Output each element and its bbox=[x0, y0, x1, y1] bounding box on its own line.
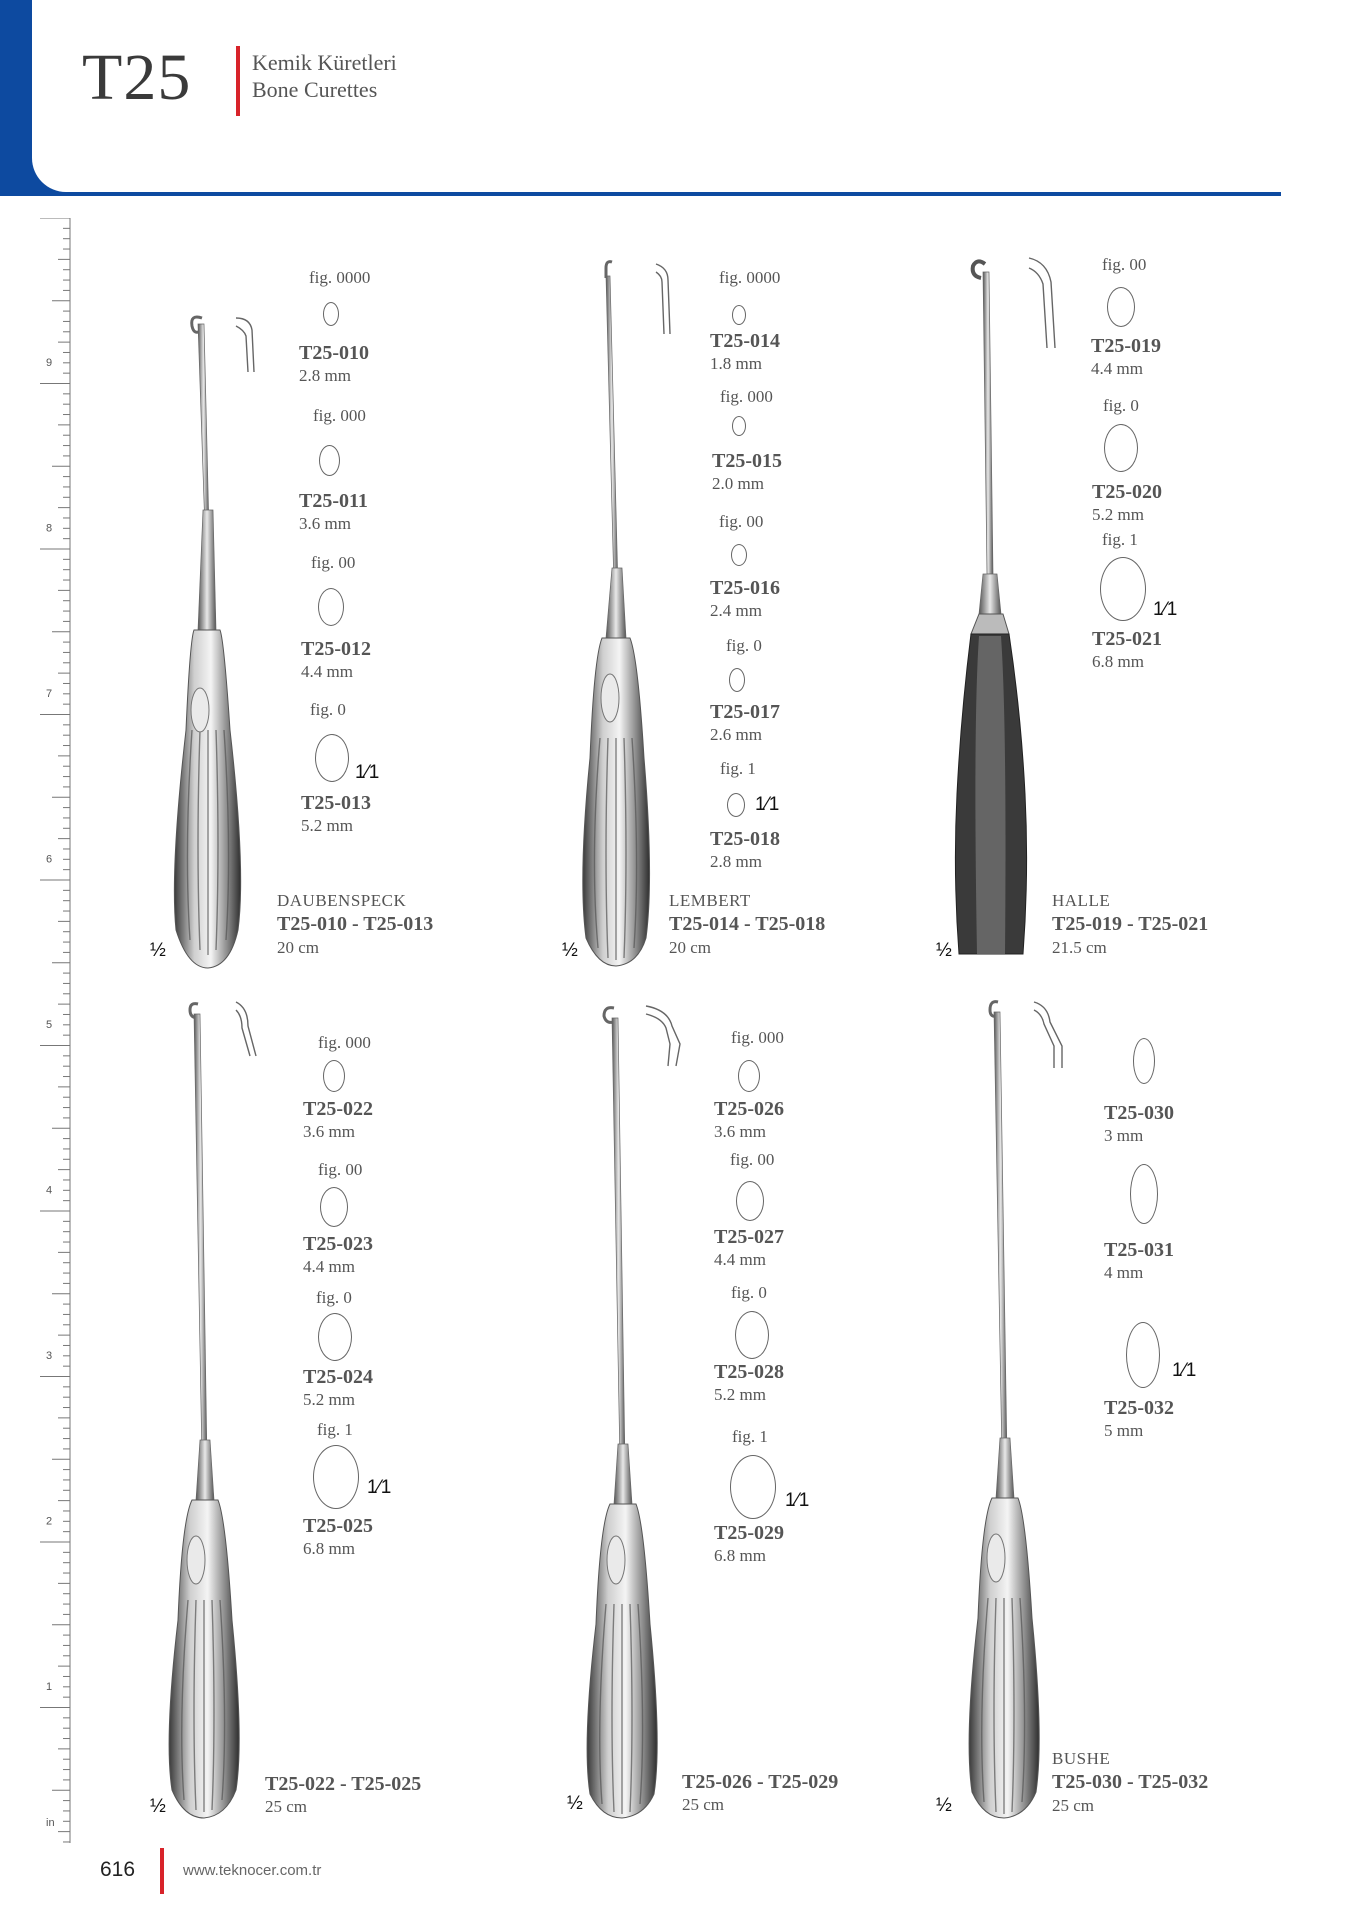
ruler-label: 3 bbox=[46, 1350, 53, 1362]
fig-label: fig. 0 bbox=[310, 700, 346, 719]
ruler-label: 5 bbox=[46, 1019, 53, 1031]
product-size: 4 mm bbox=[1104, 1263, 1144, 1282]
product-size: 4.4 mm bbox=[303, 1257, 355, 1276]
ruler-label: in bbox=[46, 1817, 55, 1829]
instrument-length: 25 cm bbox=[682, 1795, 725, 1814]
fig-label: fig. 1 bbox=[720, 759, 756, 778]
fig-label: fig. 000 bbox=[731, 1028, 784, 1047]
product-size: 5.2 mm bbox=[714, 1385, 766, 1404]
actual-size-mark: 1⁄1 bbox=[367, 1477, 392, 1498]
model-name: DAUBENSPECK bbox=[277, 891, 407, 910]
curette-cup-size-icon bbox=[732, 416, 746, 436]
curette-cup-size-icon bbox=[1100, 557, 1146, 621]
product-size: 3 mm bbox=[1104, 1126, 1144, 1145]
curette-cup-size-icon bbox=[1107, 287, 1135, 327]
curette-cup-size-icon bbox=[738, 1060, 760, 1092]
code-range: T25-026 - T25-029 bbox=[682, 1771, 839, 1793]
fig-label: fig. 000 bbox=[318, 1033, 371, 1052]
fig-label: fig. 00 bbox=[719, 512, 764, 531]
product-code: T25-012 bbox=[301, 638, 371, 660]
curette-cup-size-icon bbox=[735, 1311, 769, 1359]
curette-cup-size-icon bbox=[320, 1187, 348, 1227]
curette-cup-size-icon bbox=[1130, 1164, 1158, 1224]
daubenspeck-curette-image bbox=[150, 310, 270, 970]
section-title-tr: Kemik Küretleri bbox=[252, 50, 397, 75]
curette-cup-size-icon bbox=[730, 1455, 776, 1519]
scale-mark: ½ bbox=[567, 1793, 583, 1814]
fig-label: fig. 0000 bbox=[719, 268, 781, 287]
footer-divider bbox=[160, 1848, 164, 1894]
product-size: 3.6 mm bbox=[299, 514, 351, 533]
ruler-label: 9 bbox=[46, 357, 53, 369]
instrument-length: 21.5 cm bbox=[1052, 938, 1107, 957]
product-size: 5.2 mm bbox=[1092, 505, 1144, 524]
product-code: T25-014 bbox=[710, 330, 780, 352]
scale-mark: ½ bbox=[562, 940, 578, 961]
curette-cup-size-icon bbox=[323, 1060, 345, 1092]
header-panel bbox=[32, 0, 1281, 192]
model-name: BUSHE bbox=[1052, 1749, 1111, 1768]
page-number: 616 bbox=[100, 1858, 136, 1881]
product-size: 1.8 mm bbox=[710, 354, 762, 373]
product-code: T25-010 bbox=[299, 342, 369, 364]
scale-mark: ½ bbox=[150, 940, 166, 961]
curette-cup-size-icon bbox=[732, 305, 746, 325]
product-size: 2.4 mm bbox=[710, 601, 762, 620]
instrument-length: 20 cm bbox=[277, 938, 320, 957]
scale-mark: ½ bbox=[936, 1795, 952, 1816]
instrument-length: 20 cm bbox=[669, 938, 712, 957]
section-title-en: Bone Curettes bbox=[252, 77, 378, 102]
header-divider bbox=[236, 46, 240, 116]
ruler-label: 4 bbox=[46, 1184, 53, 1197]
lembert-curette-image bbox=[560, 258, 680, 968]
curette-25cm-a-image bbox=[150, 1000, 280, 1820]
fig-label: fig. 1 bbox=[1102, 530, 1138, 549]
scale-mark: ½ bbox=[936, 940, 952, 961]
product-size: 5 mm bbox=[1104, 1421, 1144, 1440]
ruler-label: 7 bbox=[46, 688, 53, 700]
curette-cup-size-icon bbox=[1133, 1038, 1155, 1084]
inch-ruler bbox=[0, 218, 80, 1843]
bushe-curette-image bbox=[950, 998, 1080, 1820]
product-code: T25-011 bbox=[299, 490, 368, 512]
product-code: T25-016 bbox=[710, 577, 780, 599]
product-size: 2.0 mm bbox=[712, 474, 764, 493]
fig-label: fig. 00 bbox=[311, 553, 356, 572]
fig-label: fig. 000 bbox=[720, 387, 773, 406]
product-size: 4.4 mm bbox=[1091, 359, 1143, 378]
actual-size-mark: 1⁄1 bbox=[1153, 599, 1178, 620]
product-code: T25-027 bbox=[714, 1226, 784, 1248]
curette-cup-size-icon bbox=[313, 1445, 359, 1509]
product-size: 2.8 mm bbox=[299, 366, 351, 385]
section-code: T25 bbox=[82, 41, 192, 114]
product-code: T25-023 bbox=[303, 1233, 373, 1255]
product-size: 2.8 mm bbox=[710, 852, 762, 871]
ruler-label: 1 bbox=[46, 1681, 53, 1693]
actual-size-mark: 1⁄1 bbox=[1172, 1360, 1197, 1381]
fig-label: fig. 0 bbox=[726, 636, 762, 655]
curette-25cm-b-image bbox=[570, 1004, 700, 1820]
product-code: T25-021 bbox=[1092, 628, 1162, 650]
product-code: T25-030 bbox=[1104, 1102, 1174, 1124]
fig-label: fig. 1 bbox=[317, 1420, 353, 1439]
product-code: T25-028 bbox=[714, 1361, 784, 1383]
actual-size-mark: 1⁄1 bbox=[755, 794, 780, 815]
fig-label: fig. 0000 bbox=[309, 268, 371, 287]
product-code: T25-026 bbox=[714, 1098, 784, 1120]
curette-cup-size-icon bbox=[323, 302, 339, 326]
ruler-label: 6 bbox=[46, 853, 53, 866]
product-size: 6.8 mm bbox=[714, 1546, 766, 1565]
instrument-length: 25 cm bbox=[1052, 1796, 1095, 1815]
product-code: T25-018 bbox=[710, 828, 780, 850]
fig-label: fig. 00 bbox=[318, 1160, 363, 1179]
product-size: 2.6 mm bbox=[710, 725, 762, 744]
instrument-length: 25 cm bbox=[265, 1797, 308, 1816]
curette-cup-size-icon bbox=[319, 445, 340, 476]
fig-label: fig. 0 bbox=[316, 1288, 352, 1307]
product-code: T25-025 bbox=[303, 1515, 373, 1537]
curette-cup-size-icon bbox=[318, 588, 344, 626]
fig-label: fig. 0 bbox=[731, 1283, 767, 1302]
code-range: T25-022 - T25-025 bbox=[265, 1773, 422, 1795]
product-code: T25-017 bbox=[710, 701, 780, 723]
fig-label: fig. 00 bbox=[1102, 255, 1147, 274]
ruler-label: 8 bbox=[46, 522, 53, 535]
fig-label: fig. 000 bbox=[313, 406, 366, 425]
ruler-label: 2 bbox=[46, 1515, 53, 1528]
product-size: 4.4 mm bbox=[714, 1250, 766, 1269]
code-range: T25-030 - T25-032 bbox=[1052, 1771, 1209, 1793]
fig-label: fig. 1 bbox=[732, 1427, 768, 1446]
curette-cup-size-icon bbox=[727, 793, 745, 817]
product-code: T25-024 bbox=[303, 1366, 373, 1388]
code-range: T25-014 - T25-018 bbox=[669, 913, 826, 935]
product-size: 3.6 mm bbox=[714, 1122, 766, 1141]
product-code: T25-022 bbox=[303, 1098, 373, 1120]
product-code: T25-013 bbox=[301, 792, 371, 814]
curette-cup-size-icon bbox=[729, 668, 745, 692]
product-size: 5.2 mm bbox=[301, 816, 353, 835]
curette-cup-size-icon bbox=[1126, 1322, 1160, 1388]
actual-size-mark: 1⁄1 bbox=[785, 1490, 810, 1511]
product-size: 6.8 mm bbox=[1092, 652, 1144, 671]
product-size: 5.2 mm bbox=[303, 1390, 355, 1409]
fig-label: fig. 0 bbox=[1103, 396, 1139, 415]
product-code: T25-029 bbox=[714, 1522, 784, 1544]
model-name: HALLE bbox=[1052, 891, 1111, 910]
product-code: T25-020 bbox=[1092, 481, 1162, 503]
product-code: T25-031 bbox=[1104, 1239, 1174, 1261]
product-code: T25-019 bbox=[1091, 335, 1161, 357]
product-size: 4.4 mm bbox=[301, 662, 353, 681]
curette-cup-size-icon bbox=[315, 734, 349, 782]
product-size: 6.8 mm bbox=[303, 1539, 355, 1558]
code-range: T25-010 - T25-013 bbox=[277, 913, 434, 935]
product-size: 3.6 mm bbox=[303, 1122, 355, 1141]
fig-label: fig. 00 bbox=[730, 1150, 775, 1169]
product-code: T25-015 bbox=[712, 450, 782, 472]
code-range: T25-019 - T25-021 bbox=[1052, 913, 1209, 935]
scale-mark: ½ bbox=[150, 1796, 166, 1817]
curette-cup-size-icon bbox=[318, 1313, 352, 1361]
model-name: LEMBERT bbox=[669, 891, 751, 910]
halle-curette-image bbox=[945, 254, 1075, 966]
product-code: T25-032 bbox=[1104, 1397, 1174, 1419]
curette-cup-size-icon bbox=[736, 1181, 764, 1221]
website-link[interactable]: www.teknocer.com.tr bbox=[183, 1862, 322, 1879]
curette-cup-size-icon bbox=[1104, 424, 1138, 472]
actual-size-mark: 1⁄1 bbox=[355, 762, 380, 783]
curette-cup-size-icon bbox=[731, 544, 747, 566]
